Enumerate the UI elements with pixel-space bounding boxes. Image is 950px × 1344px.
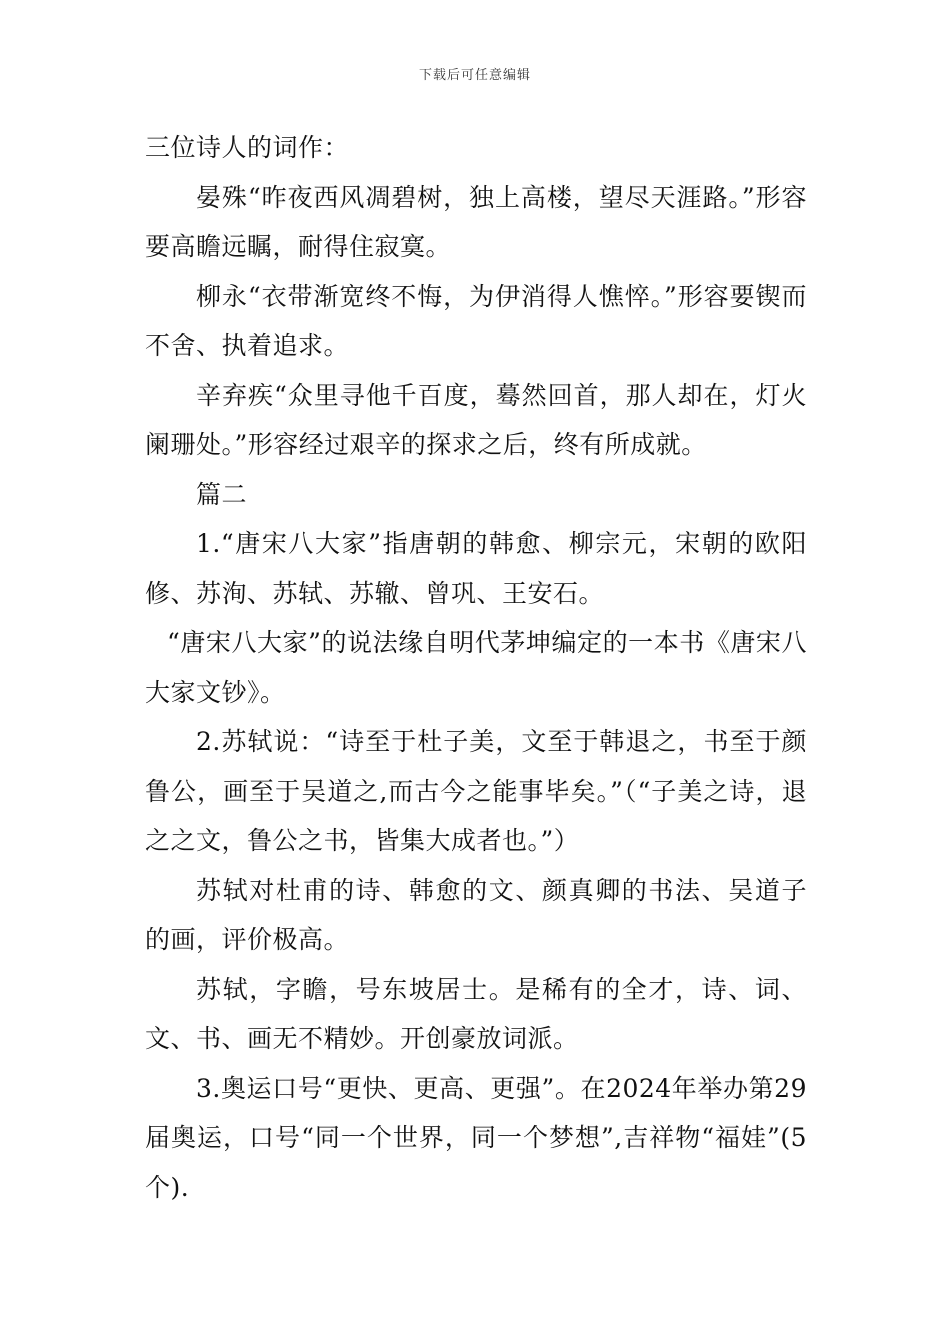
paragraph-xinqiji: 辛弃疾“众里寻他千百度，蓦然回首，那人却在，灯火阑珊处。”形容经过艰辛的探求之后，终有所成就。 — [145, 380, 807, 459]
page-header: 下载后可任意编辑 — [418, 68, 531, 83]
document-body — [145, 123, 807, 1212]
paragraph-liuyong: 柳永“衣带渐宽终不悔，为伊消得人憔悴。”形容要锲而不舍、执着追求。 — [145, 281, 807, 360]
section-heading: 篇二 — [196, 479, 248, 509]
paragraph-item-2-comment: 苏轼对杜甫的诗、韩愈的文、颜真卿的书法、吴道子的画，评价极高。 — [145, 875, 807, 954]
paragraph-yanshu: 晏殊“昨夜西风凋碧树，独上高楼，望尽天涯路。”形容要高瞻远瞩，耐得住寂寞。 — [145, 182, 807, 261]
paragraph-item-1: 1.“唐宋八大家”指唐朝的韩愈、柳宗元，宋朝的欧阳修、苏洵、苏轼、苏辙、曾巩、王安石。 — [145, 529, 807, 608]
paragraph-item-2: 2.苏轼说：“诗至于杜子美，文至于韩退之，书至于颜鲁公，画至于吴道之,而古今之能事毕矣。”（“子美之诗，退之之文，鲁公之书，皆集大成者也。”） — [145, 727, 807, 855]
paragraph-item-2-bio: 苏轼，字瞻，号东坡居士。是稀有的全才，诗、词、文、书、画无不精妙。开创豪放词派。 — [145, 974, 807, 1053]
paragraph-item-1-note: “唐宋八大家”的说法缘自明代茅坤编定的一本书《唐宋八大家文钞》。 — [145, 628, 807, 707]
paragraph-intro: 三位诗人的词作： — [145, 133, 350, 162]
paragraph-item-3: 3.奥运口号“更快、更高、更强”。在2024年举办第29届奥运，口号“同一个世界，同一个梦想”,吉祥物“福娃”(5个). — [145, 1073, 807, 1202]
